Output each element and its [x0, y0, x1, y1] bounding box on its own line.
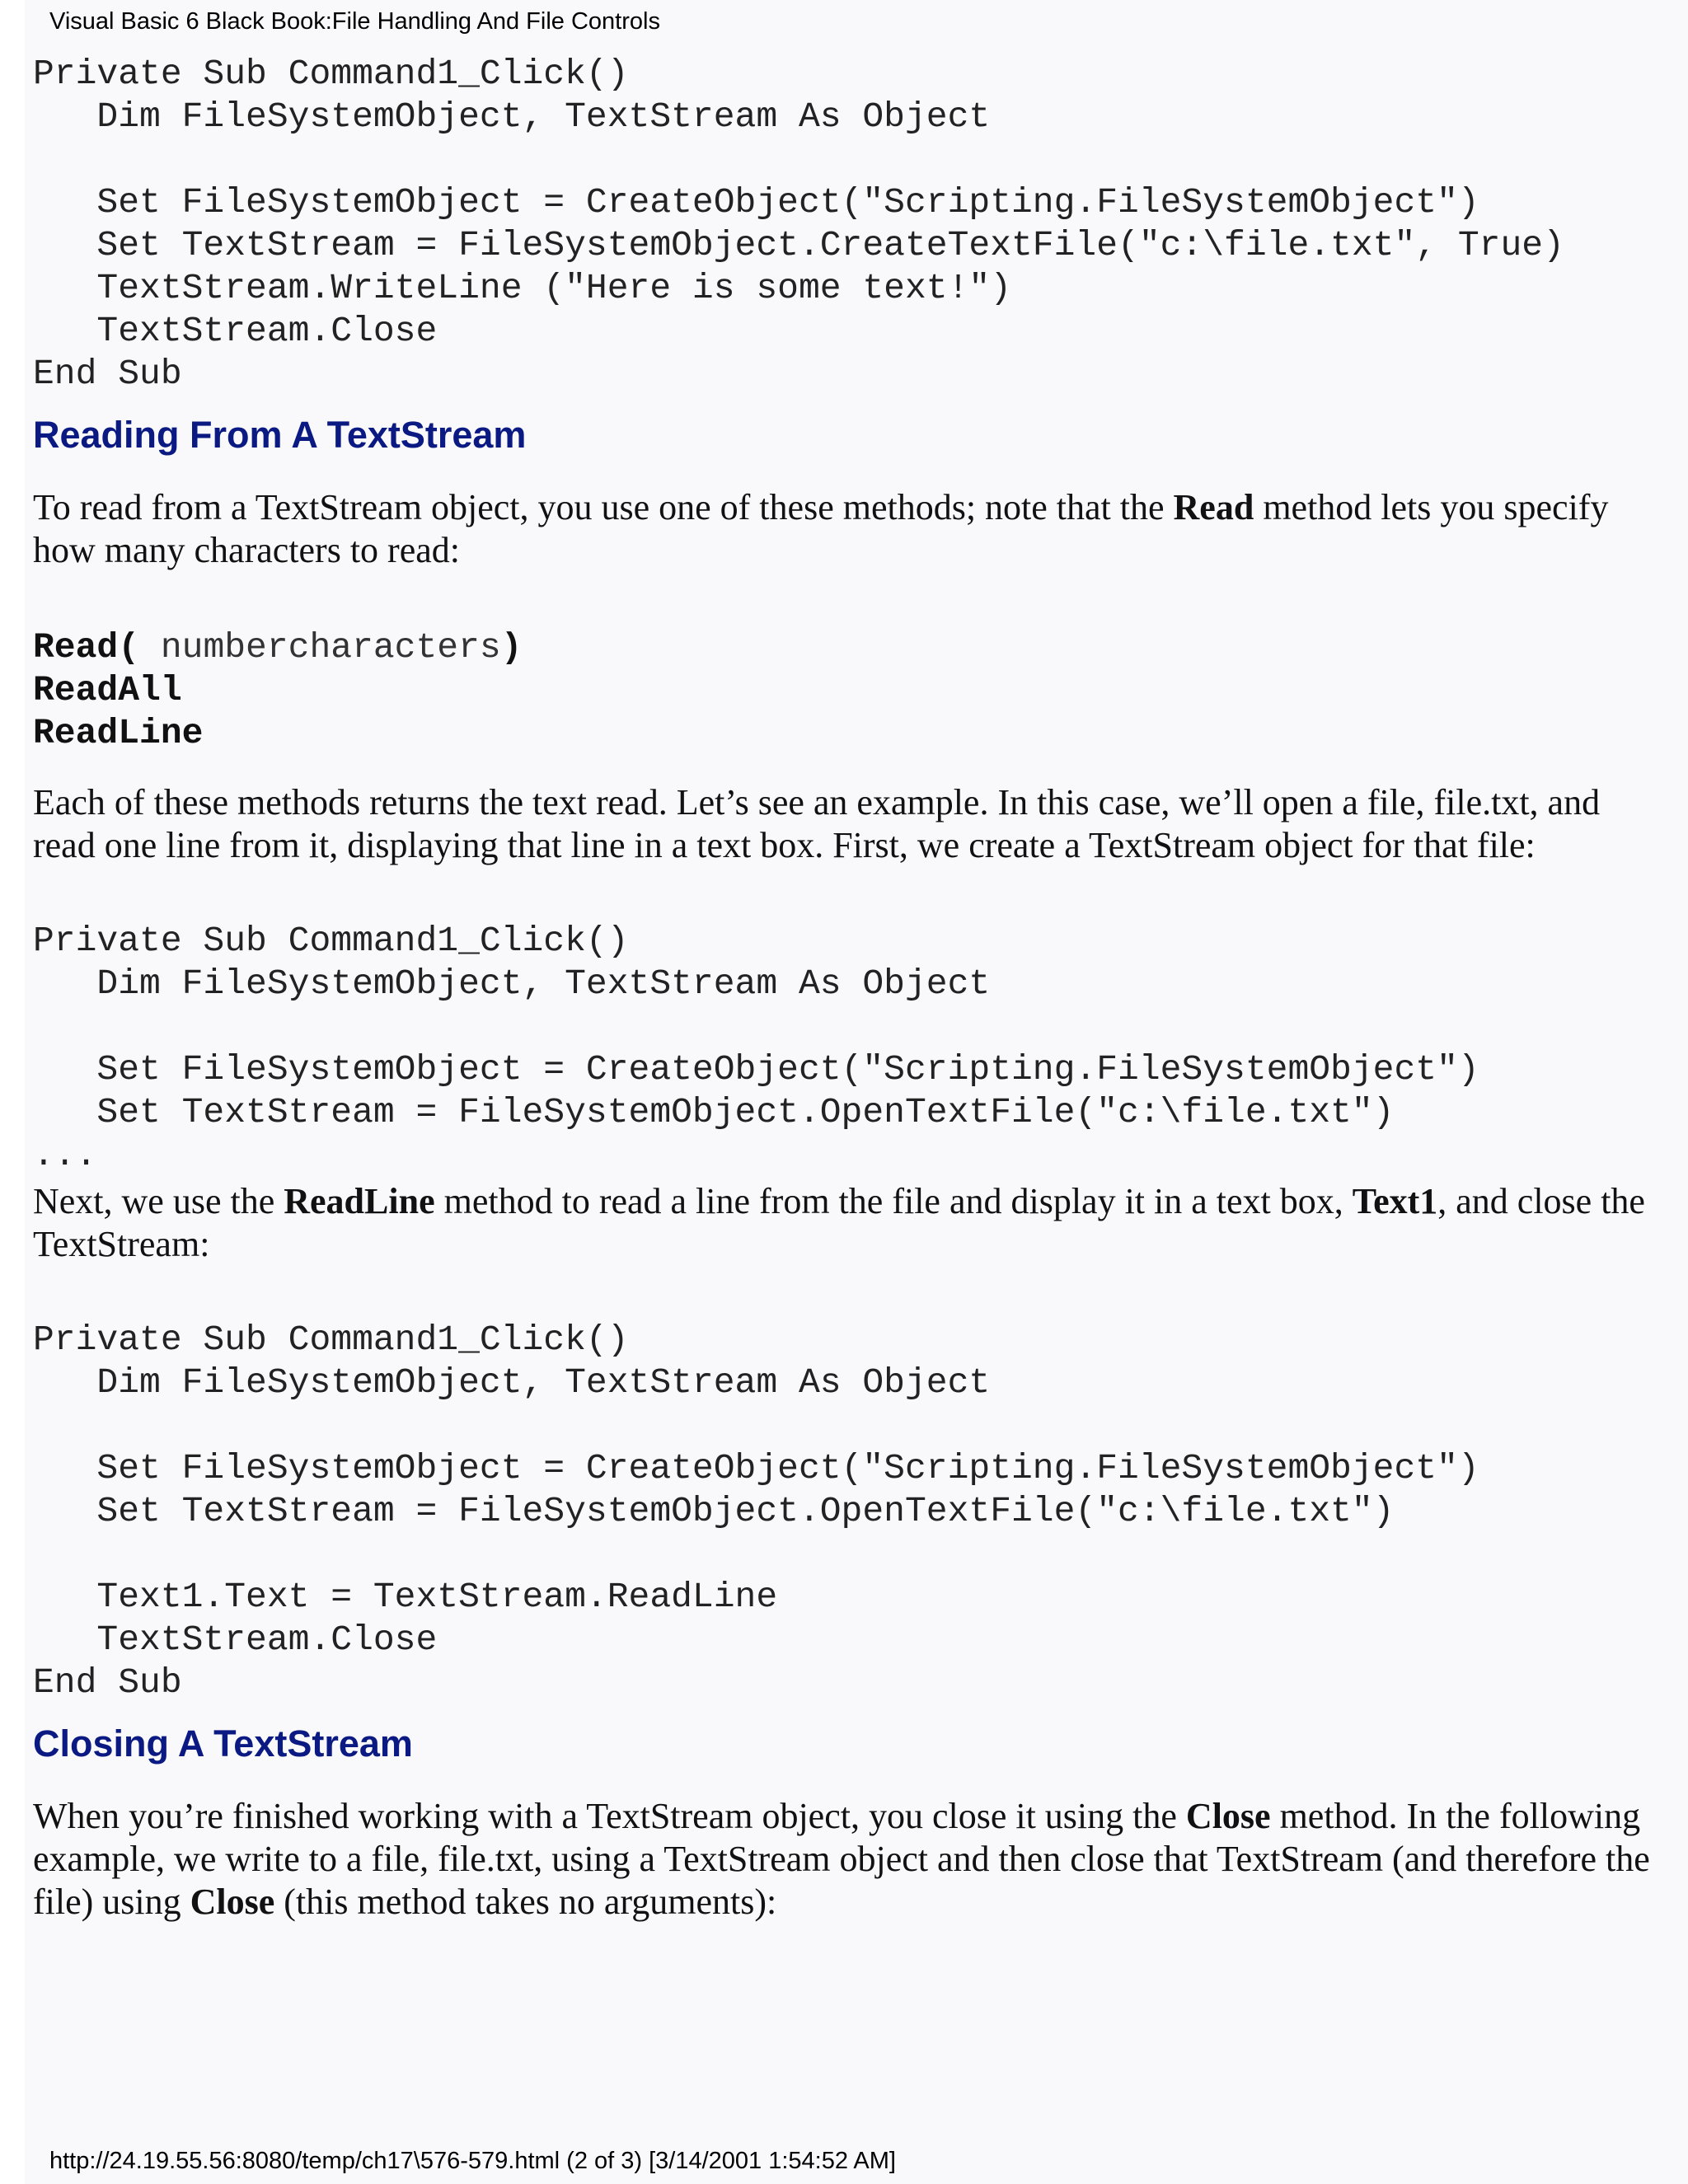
- code-line: [33, 1533, 1665, 1576]
- text-run: method to read a line from the file and display it in a text box,: [434, 1181, 1353, 1221]
- text-run: Next, we use the: [33, 1181, 284, 1221]
- code-line: Set FileSystemObject = CreateObject("Scripting.FileSystemObject"): [33, 182, 1479, 223]
- code-line: Set FileSystemObject = CreateObject("Scripting.FileSystemObject"): [33, 1448, 1479, 1488]
- code-line: Private Sub Command1_Click(): [33, 54, 629, 94]
- text-run: When you’re finished working with a TextStream object, you close it using the: [33, 1796, 1186, 1836]
- text-run: (this method takes no arguments):: [274, 1882, 777, 1922]
- method-syntax-list: [33, 626, 1665, 755]
- code-line: TextStream.Close: [33, 1619, 438, 1660]
- code-block-open: [33, 920, 1665, 1177]
- code-block-write: [33, 53, 1665, 396]
- code-line: Dim FileSystemObject, TextStream As Object: [33, 1362, 991, 1403]
- syntax-keyword: ReadLine: [33, 713, 204, 753]
- paragraph-example-intro: Each of these methods returns the text read. Let’s see an example. In this case, we’ll open a file, file.txt, and read one line from it, displaying that line in a text box. First, we create a TextStream object for that file:: [33, 782, 1601, 865]
- syntax-read: [33, 626, 1665, 669]
- text-run: method. In the following example, we write to a file, file.txt, using a TextStream object and then close that TextStream (and therefore the file) using: [33, 1796, 1650, 1922]
- code-line: Private Sub Command1_Click(): [33, 921, 629, 961]
- code-line: Set TextStream = FileSystemObject.CreateTextFile("c:\file.txt", True): [33, 225, 1564, 265]
- code-line: Set TextStream = FileSystemObject.OpenTextFile("c:\file.txt"): [33, 1491, 1395, 1531]
- text-run: , and close the TextStream:: [33, 1181, 1645, 1264]
- code-line: Dim FileSystemObject, TextStream As Object: [33, 963, 991, 1004]
- code-line: Dim FileSystemObject, TextStream As Object: [33, 96, 991, 137]
- syntax-keyword: ReadAll: [33, 670, 182, 710]
- syntax-argument: numbercharacters: [139, 627, 501, 668]
- code-line: Private Sub Command1_Click(): [33, 1319, 629, 1360]
- paragraph-read-intro: [33, 486, 1665, 572]
- section-heading-closing: Closing A TextStream: [33, 1722, 413, 1765]
- code-line: [33, 1404, 1665, 1447]
- page-content: [33, 53, 1665, 1924]
- code-line: TextStream.WriteLine ("Here is some text!"): [33, 268, 1011, 308]
- code-line: ...: [33, 1135, 97, 1175]
- text-run: method lets you specify how many characters to read:: [33, 487, 1609, 570]
- code-line: [33, 1005, 1665, 1048]
- paragraph-close: [33, 1795, 1665, 1924]
- syntax-readall: [33, 669, 1665, 712]
- code-block-readline: [33, 1319, 1665, 1704]
- syntax-keyword: ): [500, 627, 523, 668]
- bold-term-close: Close: [190, 1882, 275, 1922]
- code-line: [33, 138, 1665, 181]
- bold-term-text1: Text1: [1352, 1181, 1438, 1221]
- code-line: Set FileSystemObject = CreateObject("Scripting.FileSystemObject"): [33, 1049, 1479, 1090]
- paragraph-readline: [33, 1180, 1665, 1266]
- page-footer-url: http://24.19.55.56:8080/temp/ch17\576-579.html (2 of 3) [3/14/2001 1:54:52 AM]: [49, 2148, 896, 2174]
- code-line: TextStream.Close: [33, 311, 438, 351]
- page-header: Visual Basic 6 Black Book:File Handling And File Controls: [49, 8, 660, 35]
- bold-term-read: Read: [1173, 487, 1254, 527]
- text-run: To read from a TextStream object, you use one of these methods; note that the: [33, 487, 1174, 527]
- syntax-readline: [33, 712, 1665, 755]
- code-line: End Sub: [33, 354, 182, 394]
- section-heading-reading: Reading From A TextStream: [33, 414, 527, 456]
- bold-term-readline: ReadLine: [284, 1181, 435, 1221]
- code-line: Text1.Text = TextStream.ReadLine: [33, 1577, 778, 1617]
- bold-term-close: Close: [1185, 1796, 1271, 1836]
- code-line: End Sub: [33, 1662, 182, 1703]
- syntax-keyword: Read(: [33, 627, 140, 668]
- code-line: Set TextStream = FileSystemObject.OpenTextFile("c:\file.txt"): [33, 1092, 1395, 1132]
